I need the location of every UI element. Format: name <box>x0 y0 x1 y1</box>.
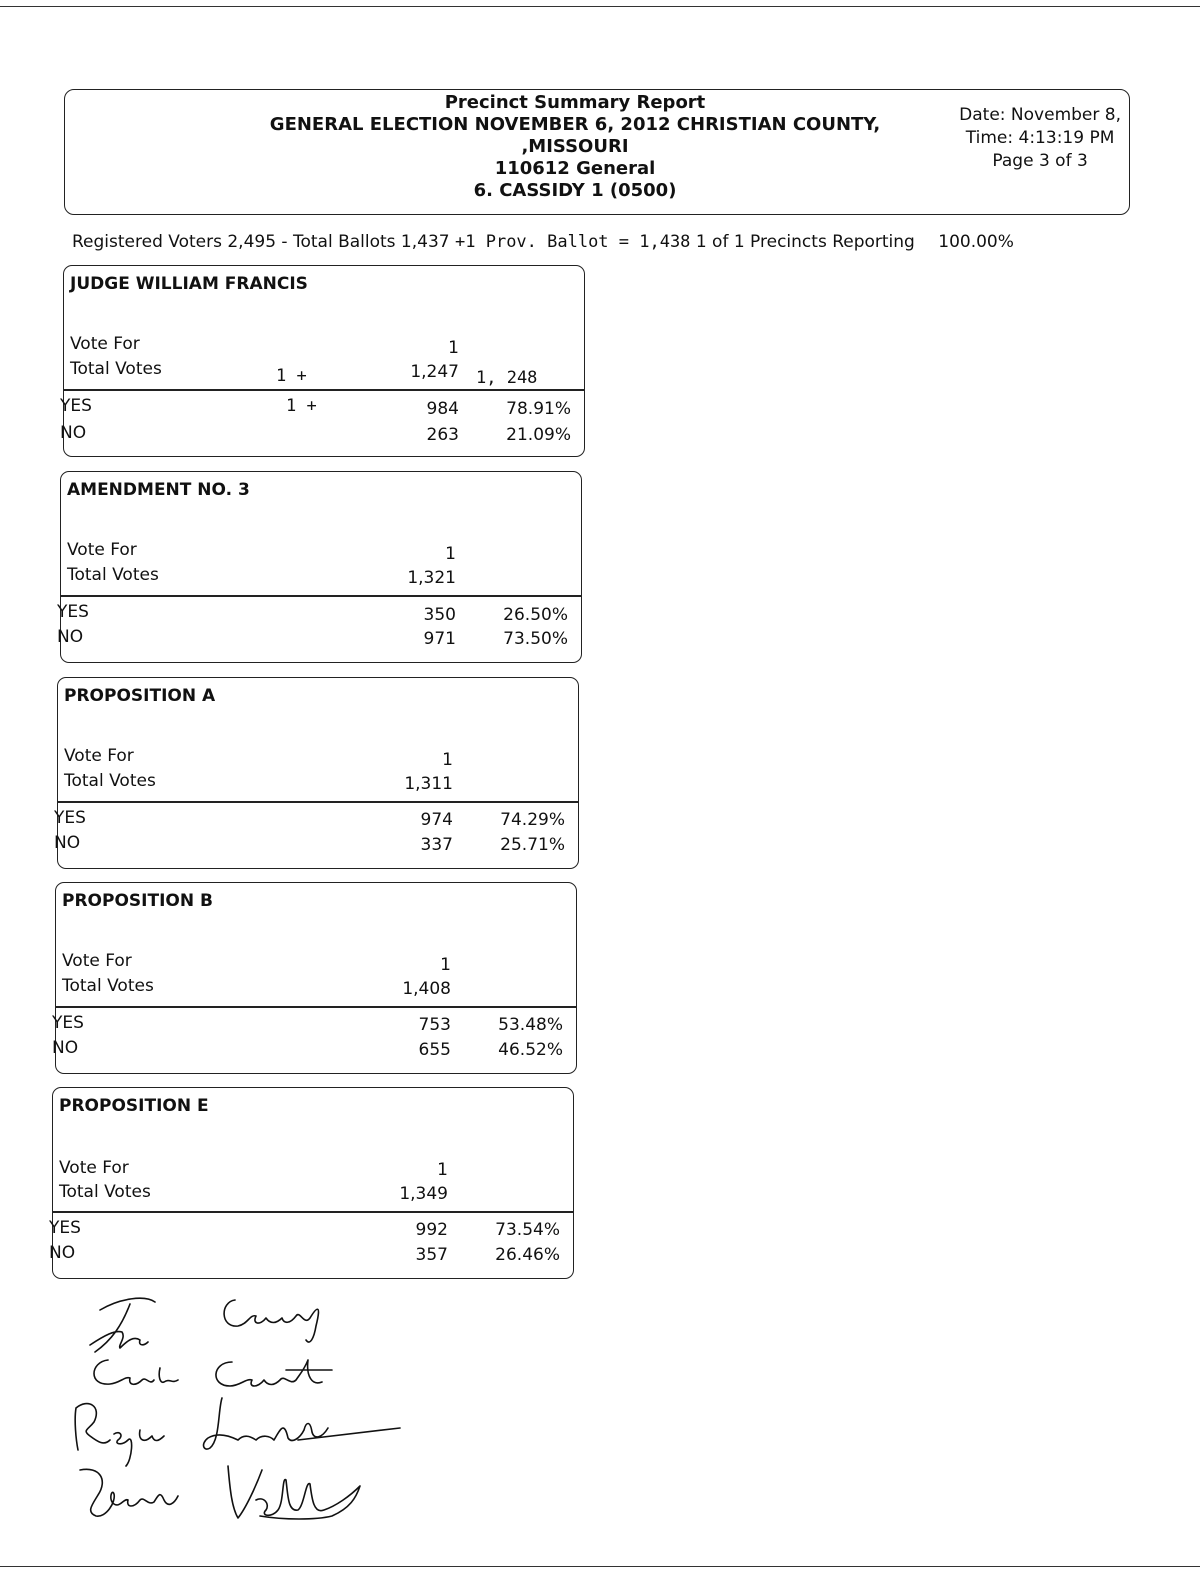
choice-votes: 984 <box>426 399 459 419</box>
header-meta <box>959 104 1121 173</box>
summary-percent: 100.00% <box>938 232 1014 252</box>
vote-for-value: 1 <box>448 338 459 358</box>
choice-percent: 25.71% <box>500 835 565 855</box>
choice-votes: 263 <box>426 425 459 445</box>
election-code: 110612 General <box>494 158 656 179</box>
choice-label: YES <box>49 1218 81 1238</box>
choice-label: YES <box>54 808 86 828</box>
choice-percent: 53.48% <box>498 1015 563 1035</box>
total-votes-value: 1,408 <box>402 979 451 999</box>
race-title: JUDGE WILLIAM FRANCIS <box>70 274 308 294</box>
report-header <box>64 89 1130 215</box>
race-proposition-a <box>54 677 579 869</box>
race-title: PROPOSITION B <box>62 891 213 911</box>
summary-reporting: 1 of 1 Precincts Reporting <box>695 232 915 252</box>
signature-2 <box>94 1360 178 1384</box>
choice-percent: 74.29% <box>500 810 565 830</box>
race-proposition-b <box>52 882 577 1074</box>
total-votes-label: Total Votes <box>67 565 159 585</box>
total-votes-label: Total Votes <box>70 359 162 379</box>
total-votes-label: Total Votes <box>62 976 154 996</box>
choice-percent: 73.54% <box>495 1220 560 1240</box>
choice-percent: 46.52% <box>498 1040 563 1060</box>
choice-votes: 753 <box>418 1015 451 1035</box>
vote-for-label: Vote For <box>62 951 132 971</box>
choice-label: YES <box>57 602 89 622</box>
table-rule <box>58 801 578 803</box>
race-judge-william-francis <box>60 265 585 457</box>
choice-votes: 350 <box>423 605 456 625</box>
choice-votes: 974 <box>420 810 453 830</box>
report-title: Precinct Summary Report <box>444 92 706 113</box>
precinct-name: 6. CASSIDY 1 (0500) <box>473 180 677 201</box>
table-rule <box>53 1211 573 1213</box>
handwritten-yes-add: 1 + <box>286 396 317 416</box>
vote-for-value: 1 <box>440 955 451 975</box>
summary-handwritten-note: +1 Prov. Ballot = 1,438 <box>455 232 691 252</box>
page-top-rule <box>0 6 1200 7</box>
election-line-1: GENERAL ELECTION NOVEMBER 6, 2012 CHRISTIAN COUNTY, <box>269 114 881 135</box>
signature-3 <box>75 1404 164 1466</box>
vote-for-label: Vote For <box>70 334 140 354</box>
signature-4 <box>80 1469 178 1516</box>
race-amendment-no-3 <box>57 471 582 663</box>
vote-for-label: Vote For <box>67 540 137 560</box>
total-votes-value: 1,311 <box>404 774 453 794</box>
vote-for-label: Vote For <box>59 1158 129 1178</box>
signature-1 <box>90 1298 155 1352</box>
total-votes-label: Total Votes <box>59 1182 151 1202</box>
page-number: Page 3 of 3 <box>992 151 1088 171</box>
choice-label: NO <box>57 627 84 647</box>
vote-for-value: 1 <box>437 1160 448 1180</box>
table-rule <box>61 595 581 597</box>
report-date: Date: November 8, <box>959 105 1121 125</box>
header-title-block <box>215 92 935 202</box>
total-votes-value: 1,247 <box>410 362 459 382</box>
choice-votes: 971 <box>423 629 456 649</box>
total-votes-value: 1,321 <box>407 568 456 588</box>
vote-for-value: 1 <box>445 544 456 564</box>
total-votes-label: Total Votes <box>64 771 156 791</box>
race-title: PROPOSITION E <box>59 1096 209 1116</box>
choice-votes: 655 <box>418 1040 451 1060</box>
handwritten-total-add: 1 + <box>276 366 307 386</box>
choice-percent: 26.50% <box>503 605 568 625</box>
handwritten-total: 1, 248 <box>476 368 538 388</box>
race-title: PROPOSITION A <box>64 686 216 706</box>
choice-percent: 73.50% <box>503 629 568 649</box>
choice-votes: 992 <box>415 1220 448 1240</box>
race-title: AMENDMENT NO. 3 <box>67 480 250 500</box>
choice-label: NO <box>54 833 81 853</box>
choice-votes: 337 <box>420 835 453 855</box>
race-proposition-e <box>49 1087 574 1279</box>
choice-label: NO <box>60 423 87 443</box>
election-line-2: ,MISSOURI <box>521 136 629 157</box>
report-time: Time: 4:13:19 PM <box>965 128 1115 148</box>
table-rule <box>56 1006 576 1008</box>
choice-percent: 21.09% <box>506 425 571 445</box>
choice-percent: 78.91% <box>506 399 571 419</box>
total-votes-value: 1,349 <box>399 1184 448 1204</box>
handwritten-signatures-icon <box>60 1290 420 1550</box>
choice-label: NO <box>52 1038 79 1058</box>
table-rule <box>64 389 584 391</box>
page-bottom-rule <box>0 1566 1200 1567</box>
vote-for-label: Vote For <box>64 746 134 766</box>
vote-for-value: 1 <box>442 750 453 770</box>
choice-label: YES <box>52 1013 84 1033</box>
choice-label: NO <box>49 1243 76 1263</box>
choice-votes: 357 <box>415 1245 448 1265</box>
choice-percent: 26.46% <box>495 1245 560 1265</box>
summary-ballots: Registered Voters 2,495 - Total Ballots 1,437 <box>72 232 450 252</box>
choice-label: YES <box>60 396 92 416</box>
summary-line <box>72 232 1132 252</box>
